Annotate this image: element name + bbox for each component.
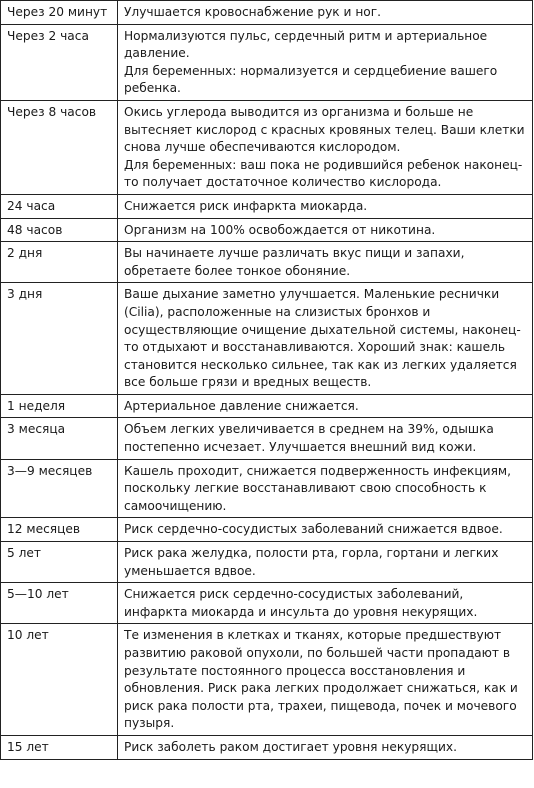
effect-description-cell: Снижается риск инфаркта миокарда. bbox=[118, 194, 533, 218]
table-row bbox=[1, 100, 533, 194]
effect-description-cell: Организм на 100% освобождается от никотина. bbox=[118, 218, 533, 242]
table-row bbox=[1, 242, 533, 283]
effect-description-cell: Улучшается кровоснабжение рук и ног. bbox=[118, 1, 533, 25]
effect-description-cell: Нормализуются пульс, сердечный ритм и артериальное давление. Для беременных: нормализуется и сердцебиение вашего ребенка. bbox=[118, 24, 533, 100]
effect-description-cell: Вы начинаете лучше различать вкус пищи и запахи, обретаете более тонкое обоняние. bbox=[118, 242, 533, 283]
table-row bbox=[1, 418, 533, 459]
time-period-cell: 48 часов bbox=[1, 218, 118, 242]
table-row bbox=[1, 194, 533, 218]
time-period-cell: 3 месяца bbox=[1, 418, 118, 459]
time-period-cell: 2 дня bbox=[1, 242, 118, 283]
time-period-cell: 1 неделя bbox=[1, 394, 118, 418]
effect-description-cell: Объем легких увеличивается в среднем на 39%, одышка постепенно исчезает. Улучшается внешний вид кожи. bbox=[118, 418, 533, 459]
time-period-cell: 15 лет bbox=[1, 735, 118, 759]
table-row bbox=[1, 518, 533, 542]
effect-description-cell: Те изменения в клетках и тканях, которые предшествуют развитию раковой опухоли, по большей части пропадают в результате постоянного процесса восстановления и обновления. Риск рака легких продолжает снижаться, как и риск рака полости рта, трахеи, пищевода, почек и мочевого пузыря. bbox=[118, 624, 533, 736]
time-period-cell: 12 месяцев bbox=[1, 518, 118, 542]
effect-description-cell: Риск заболеть раком достигает уровня некурящих. bbox=[118, 735, 533, 759]
effect-description-cell: Ваше дыхание заметно улучшается. Маленькие реснички (Cilia), расположенные на слизистых бронхов и осуществляющие очищение дыхательной системы, наконец-то отдыхают и восстанавливаются. Хороший знак: кашель становится несколько сильнее, так как из легких удаляется все больше грязи и вредных веществ. bbox=[118, 283, 533, 395]
effect-description-cell: Окись углерода выводится из организма и больше не вытесняет кислород с красных кровяных телец. Ваши клетки снова лучше обеспечиваются кислородом. Для беременных: ваш пока не родившийся ребенок наконец-то получает достаточное количество кислорода. bbox=[118, 100, 533, 194]
time-period-cell: 10 лет bbox=[1, 624, 118, 736]
time-period-cell: 5 лет bbox=[1, 542, 118, 583]
table-row bbox=[1, 542, 533, 583]
time-period-cell: Через 20 минут bbox=[1, 1, 118, 25]
table-row bbox=[1, 283, 533, 395]
table-row bbox=[1, 24, 533, 100]
time-period-cell: Через 8 часов bbox=[1, 100, 118, 194]
time-period-cell: 24 часа bbox=[1, 194, 118, 218]
effect-description-cell: Кашель проходит, снижается подверженность инфекциям, поскольку легкие восстанавливают свою способность к самоочищению. bbox=[118, 459, 533, 518]
table-row bbox=[1, 218, 533, 242]
time-period-cell: 5—10 лет bbox=[1, 583, 118, 624]
table-row bbox=[1, 394, 533, 418]
time-period-cell: 3—9 месяцев bbox=[1, 459, 118, 518]
table-body bbox=[1, 1, 533, 760]
effect-description-cell: Риск сердечно-сосудистых заболеваний снижается вдвое. bbox=[118, 518, 533, 542]
table-row bbox=[1, 583, 533, 624]
table-row bbox=[1, 624, 533, 736]
effect-description-cell: Артериальное давление снижается. bbox=[118, 394, 533, 418]
table-row bbox=[1, 459, 533, 518]
effect-description-cell: Риск рака желудка, полости рта, горла, гортани и легких уменьшается вдвое. bbox=[118, 542, 533, 583]
time-period-cell: 3 дня bbox=[1, 283, 118, 395]
effect-description-cell: Снижается риск сердечно-сосудистых заболеваний, инфаркта миокарда и инсульта до уровня некурящих. bbox=[118, 583, 533, 624]
time-period-cell: Через 2 часа bbox=[1, 24, 118, 100]
table-row bbox=[1, 1, 533, 25]
table-row bbox=[1, 735, 533, 759]
